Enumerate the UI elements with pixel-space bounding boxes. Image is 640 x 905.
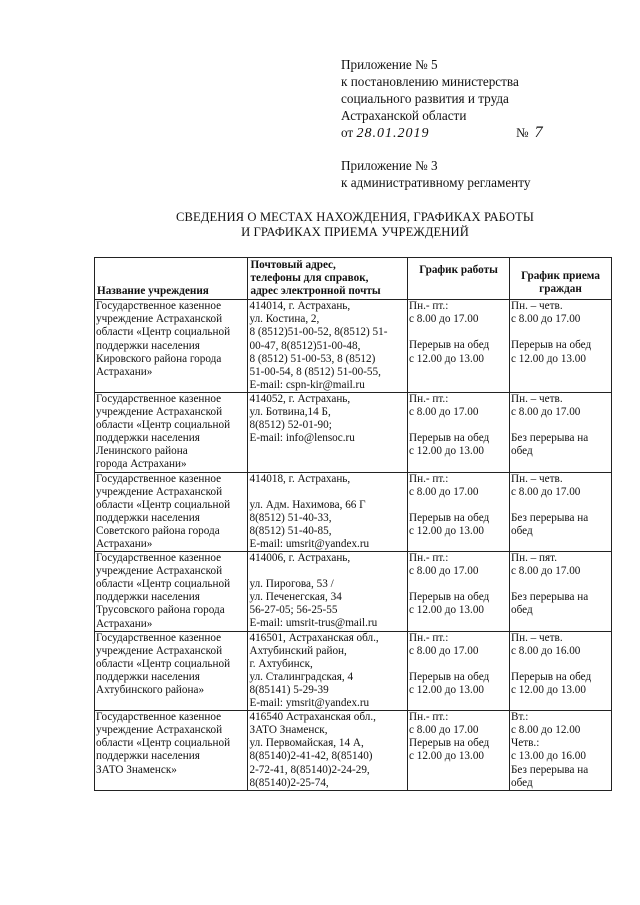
cell-line: Ленинского района	[96, 445, 188, 458]
cell-line: с 8.00 до 17.00	[409, 724, 479, 737]
cell-institution-name	[95, 552, 248, 632]
cell-line: области «Центр социальной	[96, 326, 231, 339]
cell-address	[248, 472, 408, 552]
cell-line: Пн. – четв.	[511, 631, 563, 644]
cell-line: Перерыв на обед	[511, 339, 592, 352]
cell-line: Астрахани»	[96, 365, 153, 378]
cell-line	[511, 499, 610, 512]
cell-line: Кировского района города	[96, 352, 222, 365]
cell-line: поддержки населения	[96, 511, 200, 524]
cell-institution-name	[95, 472, 248, 552]
cell-line: с 8.00 до 17.00	[511, 565, 581, 578]
cell-line: поддержки населения	[96, 591, 200, 604]
cell-line: учреждение Астраханской	[96, 406, 223, 419]
cell-line: Государственное казенное	[96, 300, 222, 313]
cell-line	[511, 578, 610, 591]
header-name: Название учреждения	[95, 258, 248, 300]
cell-line: с 8.00 до 17.00	[409, 565, 479, 578]
cell-line: с 12.00 до 13.00	[511, 683, 586, 696]
cell-reception-schedule	[510, 300, 612, 393]
cell-line	[511, 419, 610, 432]
cell-line: Пн.- пт.:	[409, 392, 449, 405]
cell-line: Четв.:	[511, 737, 540, 750]
cell-line: Государственное казенное	[96, 631, 222, 644]
cell-line: 414014, г. Астрахань,	[249, 300, 351, 313]
table-row	[95, 552, 612, 632]
header-address: Почтовый адрес, телефоны для справок, адрес электронной почты	[248, 258, 408, 300]
cell-line: 8(8512) 51-40-85,	[249, 524, 332, 537]
ministry-line-1: социального развития и труда	[341, 91, 509, 106]
number-value: 7	[534, 124, 543, 141]
cell-line: 8(8512) 51-40-33,	[249, 511, 332, 524]
cell-line: с 8.00 до 12.00	[511, 724, 581, 737]
cell-line: области «Центр социальной	[96, 578, 231, 591]
cell-work-schedule	[408, 552, 510, 632]
cell-line: ЗАТО Знаменск,	[249, 724, 328, 737]
cell-line: Перерыв на обед	[409, 432, 490, 445]
cell-line: Без перерыва на	[511, 763, 589, 776]
cell-line	[409, 326, 508, 339]
date-value: 28.01.2019	[356, 126, 430, 141]
cell-line: Государственное казенное	[96, 392, 222, 405]
cell-reception-schedule	[510, 552, 612, 632]
cell-address	[248, 552, 408, 632]
cell-work-schedule	[408, 392, 510, 472]
cell-line: ул. Адм. Нахимова, 66 Г	[249, 498, 366, 511]
cell-line: с 8.00 до 17.00	[409, 644, 479, 657]
cell-line: Перерыв на обед	[409, 339, 490, 352]
cell-line: учреждение Астраханской	[96, 644, 223, 657]
cell-line: с 12.00 до 13.00	[511, 352, 586, 365]
cell-line: E-mail: umsrit-trus@mail.ru	[249, 617, 378, 630]
cell-line: Пн.- пт.:	[409, 472, 449, 485]
ministry-line-2: Астраханской области	[341, 108, 467, 123]
cell-line: 8(85141) 5-29-39	[249, 684, 329, 696]
cell-line: 2-72-41, 8(85140)2-24-29,	[249, 763, 370, 776]
cell-line: 8(85140)2-25-74,	[249, 776, 329, 789]
cell-line: с 8.00 до 17.00	[409, 485, 479, 498]
number-label-group	[516, 124, 543, 141]
cell-address	[248, 300, 408, 393]
cell-line: Пн. – четв.	[511, 392, 563, 405]
cell-line: 414006, г. Астрахань,	[249, 552, 351, 565]
cell-line: Вт.:	[511, 711, 529, 724]
header-work-schedule: График работы	[408, 258, 510, 300]
cell-line: учреждение Астраханской	[96, 313, 223, 326]
cell-reception-schedule	[510, 392, 612, 472]
cell-line	[249, 486, 406, 499]
regulation-line: к административному регламенту	[341, 175, 531, 190]
cell-institution-name	[95, 300, 248, 393]
cell-line: с 12.00 до 13.00	[409, 524, 485, 537]
cell-line	[409, 499, 508, 512]
cell-line: 56-27-05; 56-25-55	[249, 604, 338, 617]
cell-line: E-mail: info@lensoc.ru	[249, 432, 355, 445]
cell-institution-name	[95, 392, 248, 472]
cell-line: ул. Ботвина,14 Б,	[249, 406, 331, 419]
number-label: №	[516, 125, 529, 140]
table-row	[95, 392, 612, 472]
cell-line: E-mail: cspn-kir@mail.ru	[249, 378, 365, 391]
cell-institution-name	[95, 631, 248, 711]
cell-line: области «Центр социальной	[96, 657, 231, 670]
cell-line: E-mail: ymsrit@yandex.ru	[249, 697, 370, 710]
appendix-5-label: Приложение № 5	[341, 57, 438, 72]
table-row	[95, 300, 612, 393]
cell-line: Государственное казенное	[96, 472, 222, 485]
cell-institution-name	[95, 711, 248, 791]
table-row	[95, 631, 612, 711]
cell-line: Астрахани»	[96, 537, 153, 550]
cell-line	[409, 658, 508, 671]
cell-line: обед	[511, 445, 533, 458]
cell-line: 416540 Астраханская обл.,	[249, 711, 376, 724]
cell-line: с 8.00 до 17.00	[511, 485, 581, 498]
cell-line: ЗАТО Знаменск»	[96, 763, 177, 776]
cell-line: обед	[511, 604, 533, 617]
cell-line: ул. Сталинградская, 4	[249, 670, 354, 683]
cell-line: с 8.00 до 17.00	[409, 406, 479, 419]
cell-line: Пн. – пят.	[511, 552, 558, 565]
cell-line: с 12.00 до 13.00	[409, 445, 485, 458]
cell-line	[409, 578, 508, 591]
cell-line: 8(85140)2-41-42, 8(85140)	[249, 750, 373, 763]
cell-work-schedule	[408, 300, 510, 393]
cell-line: с 8.00 до 16.00	[511, 644, 581, 657]
cell-line: Перерыв на обед	[409, 670, 490, 683]
cell-line: учреждение Астраханской	[96, 485, 223, 498]
cell-line: с 12.00 до 13.00	[409, 604, 485, 617]
cell-line: поддержки населения	[96, 339, 200, 352]
cell-reception-schedule	[510, 472, 612, 552]
table-row	[95, 472, 612, 552]
cell-line: Пн. – четв.	[511, 300, 563, 313]
cell-line: Государственное казенное	[96, 711, 222, 724]
cell-line: Пн. – четв.	[511, 472, 563, 485]
cell-work-schedule	[408, 711, 510, 791]
cell-line	[511, 658, 610, 671]
cell-line: 8 (8512)51-00-52, 8(8512) 51-	[249, 326, 388, 339]
cell-line: Без перерыва на	[511, 591, 589, 604]
date-number-line	[341, 124, 621, 143]
cell-line: Советского района города	[96, 524, 220, 537]
table-header-row	[95, 258, 612, 300]
cell-line: Ахтубинского района»	[96, 684, 205, 696]
cell-line: Перерыв на обед	[409, 511, 490, 524]
cell-line: Без перерыва на	[511, 432, 589, 445]
title-line-1: СВЕДЕНИЯ О МЕСТАХ НАХОЖДЕНИЯ, ГРАФИКАХ РАБОТЫ	[176, 210, 534, 224]
cell-line: с 8.00 до 17.00	[511, 406, 581, 419]
cell-line	[511, 326, 610, 339]
cell-line: 8(8512) 52-01-90;	[249, 419, 332, 432]
cell-address	[248, 711, 408, 791]
cell-line	[409, 419, 508, 432]
cell-line: обед	[511, 776, 533, 789]
cell-line: Трусовского района города	[96, 604, 225, 617]
cell-line: поддержки населения	[96, 750, 200, 763]
cell-line: с 12.00 до 13.00	[409, 352, 485, 365]
cell-line: Перерыв на обед	[409, 591, 490, 604]
cell-line: Астрахани»	[96, 617, 153, 630]
cell-line: 414018, г. Астрахань,	[249, 472, 351, 485]
cell-line: с 12.00 до 13.00	[409, 683, 485, 696]
cell-line: Пн.- пт.:	[409, 711, 449, 724]
date-prefix: от	[341, 125, 354, 140]
cell-line: ул. Печенегская, 34	[249, 591, 342, 604]
table-row	[95, 711, 612, 791]
cell-line: с 8.00 до 17.00	[409, 313, 479, 326]
cell-line: обед	[511, 524, 533, 537]
cell-work-schedule	[408, 631, 510, 711]
cell-line: области «Центр социальной	[96, 737, 231, 750]
resolution-line: к постановлению министерства	[341, 74, 519, 89]
cell-line: E-mail: umsrit@yandex.ru	[249, 537, 370, 550]
header-reception-schedule: График приема граждан	[510, 258, 612, 300]
cell-line: с 8.00 до 17.00	[511, 313, 581, 326]
cell-line: 416501, Астраханская обл.,	[249, 631, 379, 644]
cell-line: Перерыв на обед	[409, 737, 490, 750]
appendix-header	[341, 56, 621, 191]
cell-line: Без перерыва на	[511, 511, 589, 524]
cell-line: области «Центр социальной	[96, 498, 231, 511]
cell-line: Государственное казенное	[96, 552, 222, 565]
cell-line: г. Ахтубинск,	[249, 657, 313, 670]
cell-line: ул. Костина, 2,	[249, 313, 320, 326]
cell-line: 8 (8512) 51-00-53, 8 (8512)	[249, 352, 376, 365]
cell-line: Перерыв на обед	[511, 670, 592, 683]
cell-line: Пн.- пт.:	[409, 300, 449, 313]
cell-line: Ахтубинский район,	[249, 644, 347, 657]
cell-line: поддержки населения	[96, 670, 200, 683]
cell-line: Пн.- пт.:	[409, 631, 449, 644]
title-line-2: И ГРАФИКАХ ПРИЕМА УЧРЕЖДЕНИЙ	[241, 225, 469, 239]
cell-line: с 12.00 до 13.00	[409, 750, 485, 763]
cell-address	[248, 392, 408, 472]
cell-line: ул. Первомайская, 14 А,	[249, 737, 364, 750]
cell-line: города Астрахани»	[96, 458, 187, 471]
cell-line: учреждение Астраханской	[96, 565, 223, 578]
document-title	[100, 210, 610, 240]
cell-line: с 13.00 до 16.00	[511, 750, 586, 763]
cell-line: 414052, г. Астрахань,	[249, 392, 351, 405]
institutions-table	[94, 257, 612, 791]
cell-reception-schedule	[510, 711, 612, 791]
cell-line: 00-47, 8(8512)51-00-48,	[249, 339, 361, 352]
cell-line: 51-00-54, 8 (8512) 51-00-55,	[249, 365, 381, 378]
cell-line	[249, 565, 406, 578]
cell-line: ул. Пирогова, 53 /	[249, 578, 334, 591]
cell-address	[248, 631, 408, 711]
cell-line: учреждение Астраханской	[96, 724, 223, 737]
cell-work-schedule	[408, 472, 510, 552]
cell-reception-schedule	[510, 631, 612, 711]
appendix-3-label: Приложение № 3	[341, 158, 438, 173]
cell-line: Пн.- пт.:	[409, 552, 449, 565]
cell-line: поддержки населения	[96, 432, 200, 445]
cell-line: области «Центр социальной	[96, 419, 231, 432]
